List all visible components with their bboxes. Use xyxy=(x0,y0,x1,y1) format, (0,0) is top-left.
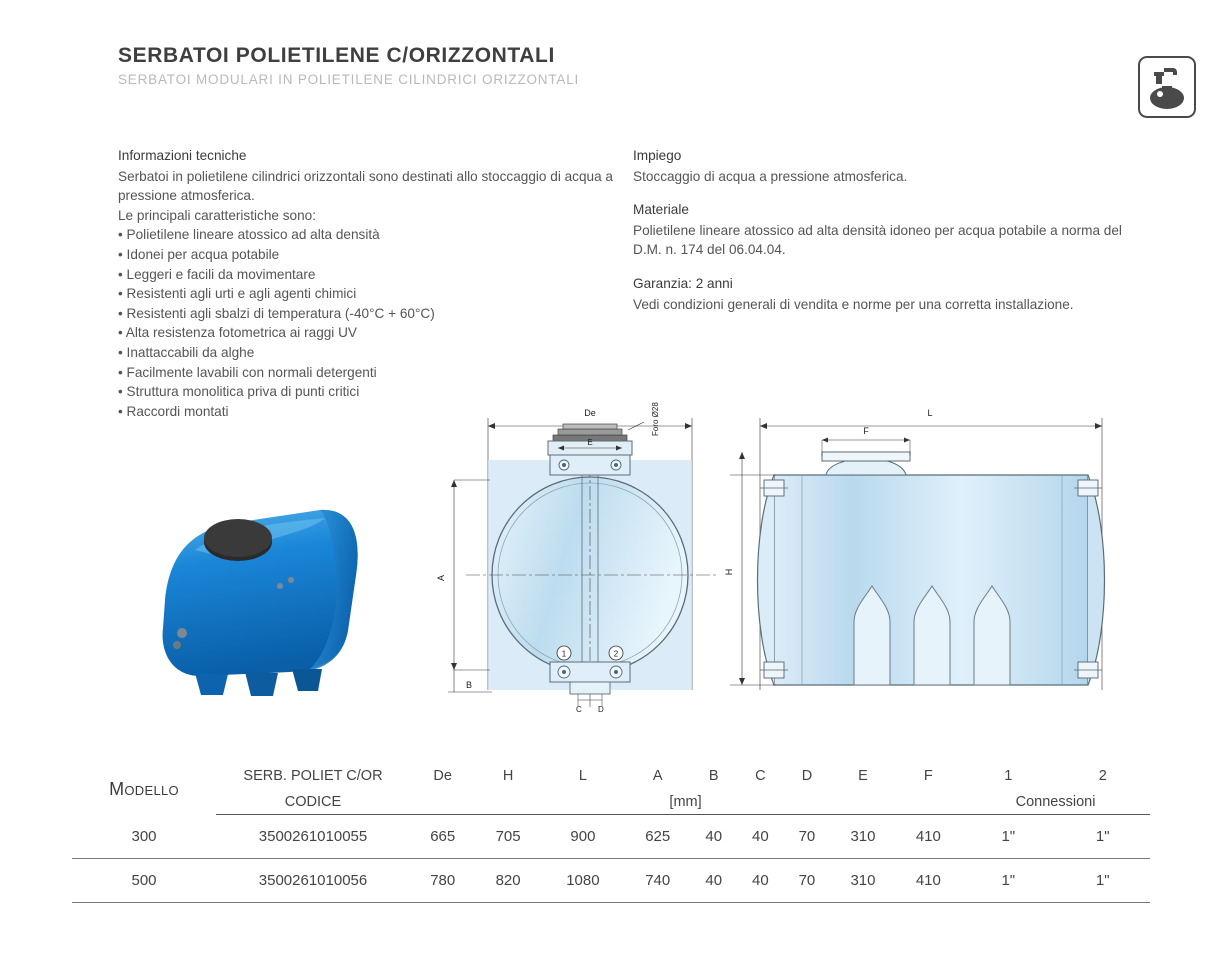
table-row xyxy=(72,859,1150,903)
cell-c: 40 xyxy=(737,815,784,859)
list-item: • Raccordi montati xyxy=(118,402,613,422)
column-header-de: De xyxy=(433,768,452,784)
spacer xyxy=(633,186,1133,200)
column-header-l: L xyxy=(578,768,587,784)
cell-h: 705 xyxy=(475,815,540,859)
cell-modello: 300 xyxy=(72,815,216,859)
svg-text:C: C xyxy=(576,705,582,714)
product-photo xyxy=(120,480,370,710)
svg-text:D: D xyxy=(598,705,604,714)
cell-modello: 500 xyxy=(72,859,216,903)
specification-table xyxy=(72,762,1150,903)
cell-conn-2: 1" xyxy=(1055,815,1150,859)
product-photo-svg xyxy=(120,480,370,710)
cell-f: 410 xyxy=(896,815,961,859)
cell-conn-1: 1" xyxy=(961,815,1055,859)
cell-a: 625 xyxy=(625,815,690,859)
garanzia-text: Vedi condizioni generali di vendita e norme per una corretta installazione. xyxy=(633,296,1074,312)
column-header-conn-1: 1 xyxy=(1004,768,1013,784)
tank-tap-icon xyxy=(1138,56,1196,118)
impiego-text: Stoccaggio di acqua a pressione atmosferica. xyxy=(633,168,908,184)
column-header-e: E xyxy=(858,768,868,784)
svg-text:E: E xyxy=(587,438,593,447)
technical-info-intro: Serbatoi in polietilene cilindrici orizzontali sono destinati allo stoccaggio di acqua a pressione atmosferica. xyxy=(118,168,613,204)
cell-d: 70 xyxy=(784,815,831,859)
technical-info-column xyxy=(118,146,613,421)
column-header-conn-2: 2 xyxy=(1098,768,1107,784)
column-header-a: A xyxy=(652,768,663,784)
column-header-serb-poliet-label: SERB. POLIET C/OR xyxy=(243,768,383,784)
table-header-row-2 xyxy=(72,788,1150,815)
svg-text:A: A xyxy=(436,574,446,582)
spec-table xyxy=(72,762,1150,903)
technical-info-heading: Informazioni tecniche xyxy=(118,148,247,163)
cell-d: 70 xyxy=(784,859,831,903)
cell-conn-2: 1" xyxy=(1055,859,1150,903)
column-header-d: D xyxy=(801,768,813,784)
materiale-heading: Materiale xyxy=(633,202,689,218)
cell-c: 40 xyxy=(737,859,784,903)
list-item: • Leggeri e facili da movimentare xyxy=(118,265,613,285)
cell-b: 40 xyxy=(690,815,737,859)
svg-text:De: De xyxy=(584,408,596,418)
svg-text:F: F xyxy=(863,426,869,436)
page-subtitle: SERBATOI MODULARI IN POLIETILENE CILINDRICI ORIZZONTALI xyxy=(118,72,580,87)
svg-text:2: 2 xyxy=(613,649,619,659)
cell-de: 665 xyxy=(410,815,475,859)
column-header-codice: CODICE xyxy=(216,788,410,815)
usage-material-column xyxy=(633,146,1133,314)
list-item: • Facilmente lavabili con normali detergenti xyxy=(118,363,613,383)
column-header-connessioni: Connessioni xyxy=(961,788,1150,815)
table-row xyxy=(72,815,1150,859)
cell-h: 820 xyxy=(475,859,540,903)
column-header-serb-poliet xyxy=(216,762,410,788)
cell-l: 1080 xyxy=(541,859,625,903)
column-header-c: C xyxy=(755,768,766,784)
svg-text:Foro Ø28: Foro Ø28 xyxy=(651,402,660,436)
page-header xyxy=(118,44,1078,87)
cell-a: 740 xyxy=(625,859,690,903)
cell-e: 310 xyxy=(830,859,895,903)
technical-drawings-svg xyxy=(430,400,1130,730)
svg-text:H: H xyxy=(724,568,734,576)
page-title: SERBATOI POLIETILENE C/ORIZZONTALI xyxy=(118,44,555,67)
svg-text:L: L xyxy=(927,408,933,418)
list-item: • Struttura monolitica priva di punti critici xyxy=(118,382,613,402)
technical-drawings xyxy=(430,400,1130,730)
spacer xyxy=(633,260,1133,274)
list-item: • Resistenti agli sbalzi di temperatura (-40°C + 60°C) xyxy=(118,304,613,324)
cell-codice: 3500261010056 xyxy=(216,859,410,903)
column-header-f: F xyxy=(923,768,933,784)
column-header-modello: MODELLO xyxy=(109,778,179,799)
cell-l: 900 xyxy=(541,815,625,859)
garanzia-heading: Garanzia: 2 anni xyxy=(633,275,733,291)
tank-tap-icon-svg xyxy=(1140,58,1194,116)
list-item: • Polietilene lineare atossico ad alta densità xyxy=(118,225,613,245)
cell-b: 40 xyxy=(690,859,737,903)
column-header-unit: [mm] xyxy=(410,788,961,815)
impiego-heading: Impiego xyxy=(633,148,682,163)
list-item: • Inattaccabili da alghe xyxy=(118,343,613,363)
cell-codice: 3500261010055 xyxy=(216,815,410,859)
cell-conn-1: 1" xyxy=(961,859,1055,903)
cell-f: 410 xyxy=(896,859,961,903)
cell-e: 310 xyxy=(830,815,895,859)
list-item: • Alta resistenza fotometrica ai raggi UV xyxy=(118,323,613,343)
list-item: • Resistenti agli urti e agli agenti chimici xyxy=(118,284,613,304)
table-header-row-1 xyxy=(72,762,1150,788)
cell-de: 780 xyxy=(410,859,475,903)
column-header-b: B xyxy=(708,768,719,784)
technical-feature-list xyxy=(118,225,613,421)
column-header-h: H xyxy=(502,768,514,784)
list-item: • Idonei per acqua potabile xyxy=(118,245,613,265)
materiale-text: Polietilene lineare atossico ad alta densità idoneo per acqua potabile a norma del D.M. n. 174 del 06.04.04. xyxy=(633,222,1122,258)
svg-text:1: 1 xyxy=(561,649,567,659)
technical-info-list-intro: Le principali caratteristiche sono: xyxy=(118,207,316,223)
svg-text:B: B xyxy=(466,680,473,690)
